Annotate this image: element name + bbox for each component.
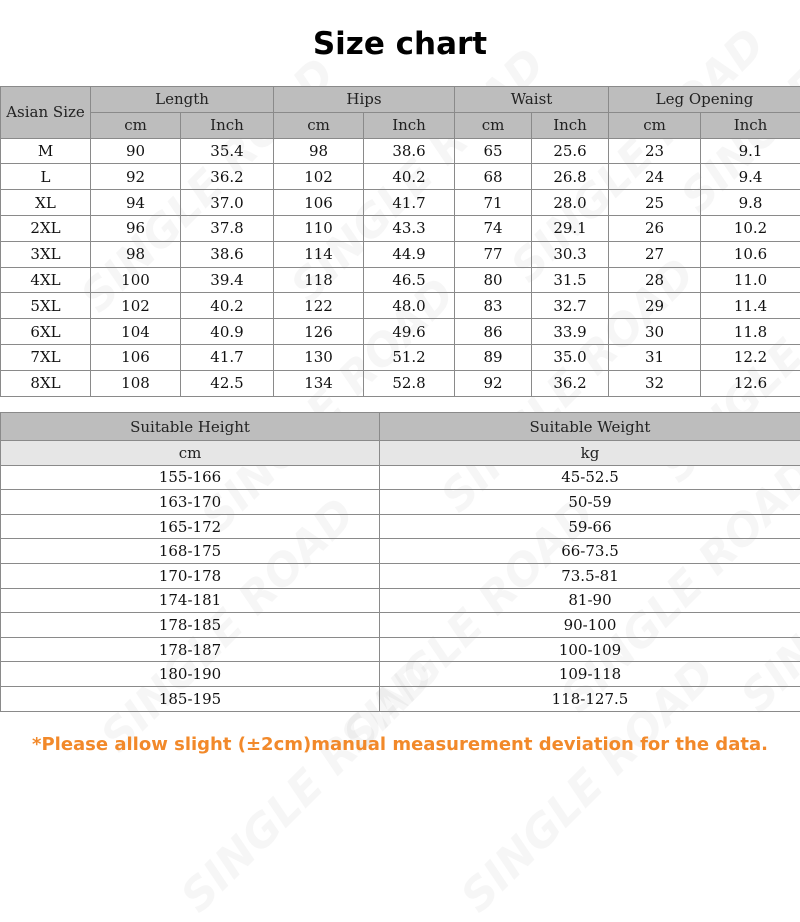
measurement-cell: 106 [91,344,181,370]
measurement-cell: 35.0 [532,344,609,370]
measurement-cell: 26.8 [532,164,609,190]
measurement-cell: 10.6 [701,241,800,267]
table-row [1,539,800,564]
measurement-cell: 42.5 [181,370,274,396]
measurement-cell: 30 [609,319,701,345]
leg-opening-cm-header: cm [609,112,701,138]
height-range-cell: 165-172 [1,514,380,539]
measurement-cell: 126 [274,319,364,345]
table-row [1,370,800,396]
measurement-cell: 110 [274,215,364,241]
table-row [1,267,800,293]
table-row [1,563,800,588]
measurement-cell: 86 [455,319,532,345]
measurement-cell: 92 [91,164,181,190]
measurement-cell: 96 [91,215,181,241]
measurement-cell: 28 [609,267,701,293]
size-label-cell: M [1,138,91,164]
table-row [1,190,800,216]
measurement-cell: 108 [91,370,181,396]
measurement-cell: 36.2 [532,370,609,396]
measurement-cell: 28.0 [532,190,609,216]
leg-opening-inch-header: Inch [701,112,800,138]
measurement-cell: 12.6 [701,370,800,396]
size-label-cell: 5XL [1,293,91,319]
measurement-cell: 106 [274,190,364,216]
measurement-cell: 33.9 [532,319,609,345]
measurement-cell: 39.4 [181,267,274,293]
measurement-cell: 23 [609,138,701,164]
height-range-cell: 155-166 [1,465,380,490]
measurement-note: *Please allow slight (±2cm)manual measurement deviation for the data. [0,734,800,755]
weight-range-cell: 59-66 [380,514,800,539]
measurement-cell: 80 [455,267,532,293]
waist-cm-header: cm [455,112,532,138]
measurement-cell: 52.8 [364,370,455,396]
measurement-cell: 40.2 [364,164,455,190]
table-row [1,588,800,613]
measurement-cell: 46.5 [364,267,455,293]
measurement-cell: 24 [609,164,701,190]
height-range-cell: 170-178 [1,563,380,588]
measurement-cell: 71 [455,190,532,216]
weight-range-cell: 66-73.5 [380,539,800,564]
weight-range-cell: 118-127.5 [380,686,800,711]
weight-range-cell: 109-118 [380,662,800,687]
measurement-cell: 68 [455,164,532,190]
measurement-cell: 26 [609,215,701,241]
measurement-cell: 29.1 [532,215,609,241]
height-range-cell: 178-187 [1,637,380,662]
length-cm-header: cm [91,112,181,138]
fit-table [0,412,800,712]
measurement-cell: 29 [609,293,701,319]
measurement-cell: 31.5 [532,267,609,293]
length-inch-header: Inch [181,112,274,138]
waist-inch-header: Inch [532,112,609,138]
measurement-cell: 9.4 [701,164,800,190]
measurement-cell: 98 [91,241,181,267]
table-row [1,241,800,267]
measurement-cell: 118 [274,267,364,293]
measurement-cell: 65 [455,138,532,164]
measurement-cell: 12.2 [701,344,800,370]
table-row [1,215,800,241]
measurement-cell: 104 [91,319,181,345]
measurement-cell: 11.4 [701,293,800,319]
measurement-cell: 74 [455,215,532,241]
size-label-cell: 3XL [1,241,91,267]
measurement-cell: 41.7 [364,190,455,216]
size-label-cell: 6XL [1,319,91,345]
size-label-cell: 7XL [1,344,91,370]
size-label-cell: 4XL [1,267,91,293]
measurement-cell: 25 [609,190,701,216]
measurement-cell: 114 [274,241,364,267]
measurement-cell: 90 [91,138,181,164]
table-row [1,465,800,490]
suitable-height-header: Suitable Height [1,413,380,441]
measurement-cell: 10.2 [701,215,800,241]
table-row [1,514,800,539]
height-range-cell: 168-175 [1,539,380,564]
size-table [0,86,800,397]
measurement-cell: 40.2 [181,293,274,319]
hips-inch-header: Inch [364,112,455,138]
length-header: Length [91,87,274,113]
measurement-cell: 98 [274,138,364,164]
measurement-cell: 102 [274,164,364,190]
measurement-cell: 100 [91,267,181,293]
measurement-cell: 37.8 [181,215,274,241]
hips-cm-header: cm [274,112,364,138]
table-row [1,293,800,319]
measurement-cell: 31 [609,344,701,370]
measurement-cell: 32.7 [532,293,609,319]
asian-size-header: Asian Size [1,87,91,139]
measurement-cell: 25.6 [532,138,609,164]
hips-header: Hips [274,87,455,113]
weight-range-cell: 50-59 [380,490,800,515]
table-row [1,637,800,662]
height-range-cell: 180-190 [1,662,380,687]
measurement-cell: 48.0 [364,293,455,319]
measurement-cell: 9.1 [701,138,800,164]
measurement-cell: 122 [274,293,364,319]
height-unit-header: cm [1,441,380,466]
size-label-cell: 2XL [1,215,91,241]
table-row [1,613,800,638]
measurement-cell: 130 [274,344,364,370]
measurement-cell: 30.3 [532,241,609,267]
table-row [1,319,800,345]
measurement-cell: 27 [609,241,701,267]
measurement-cell: 83 [455,293,532,319]
measurement-cell: 35.4 [181,138,274,164]
measurement-cell: 43.3 [364,215,455,241]
weight-unit-header: kg [380,441,800,466]
measurement-cell: 41.7 [181,344,274,370]
measurement-cell: 11.0 [701,267,800,293]
page-title: Size chart [0,26,800,62]
table-row [1,164,800,190]
measurement-cell: 134 [274,370,364,396]
measurement-cell: 40.9 [181,319,274,345]
measurement-cell: 102 [91,293,181,319]
height-range-cell: 185-195 [1,686,380,711]
measurement-cell: 37.0 [181,190,274,216]
suitable-weight-header: Suitable Weight [380,413,800,441]
table-row [1,490,800,515]
measurement-cell: 38.6 [181,241,274,267]
table-row [1,344,800,370]
measurement-cell: 94 [91,190,181,216]
leg-opening-header: Leg Opening [609,87,800,113]
table-row [1,686,800,711]
measurement-cell: 32 [609,370,701,396]
weight-range-cell: 100-109 [380,637,800,662]
table-row [1,138,800,164]
measurement-cell: 9.8 [701,190,800,216]
height-range-cell: 163-170 [1,490,380,515]
weight-range-cell: 90-100 [380,613,800,638]
measurement-cell: 36.2 [181,164,274,190]
measurement-cell: 11.8 [701,319,800,345]
measurement-cell: 92 [455,370,532,396]
measurement-cell: 89 [455,344,532,370]
size-label-cell: L [1,164,91,190]
size-label-cell: XL [1,190,91,216]
table-row [1,662,800,687]
weight-range-cell: 73.5-81 [380,563,800,588]
measurement-cell: 77 [455,241,532,267]
measurement-cell: 51.2 [364,344,455,370]
weight-range-cell: 45-52.5 [380,465,800,490]
waist-header: Waist [455,87,609,113]
measurement-cell: 38.6 [364,138,455,164]
height-range-cell: 178-185 [1,613,380,638]
weight-range-cell: 81-90 [380,588,800,613]
measurement-cell: 44.9 [364,241,455,267]
height-range-cell: 174-181 [1,588,380,613]
measurement-cell: 49.6 [364,319,455,345]
size-label-cell: 8XL [1,370,91,396]
